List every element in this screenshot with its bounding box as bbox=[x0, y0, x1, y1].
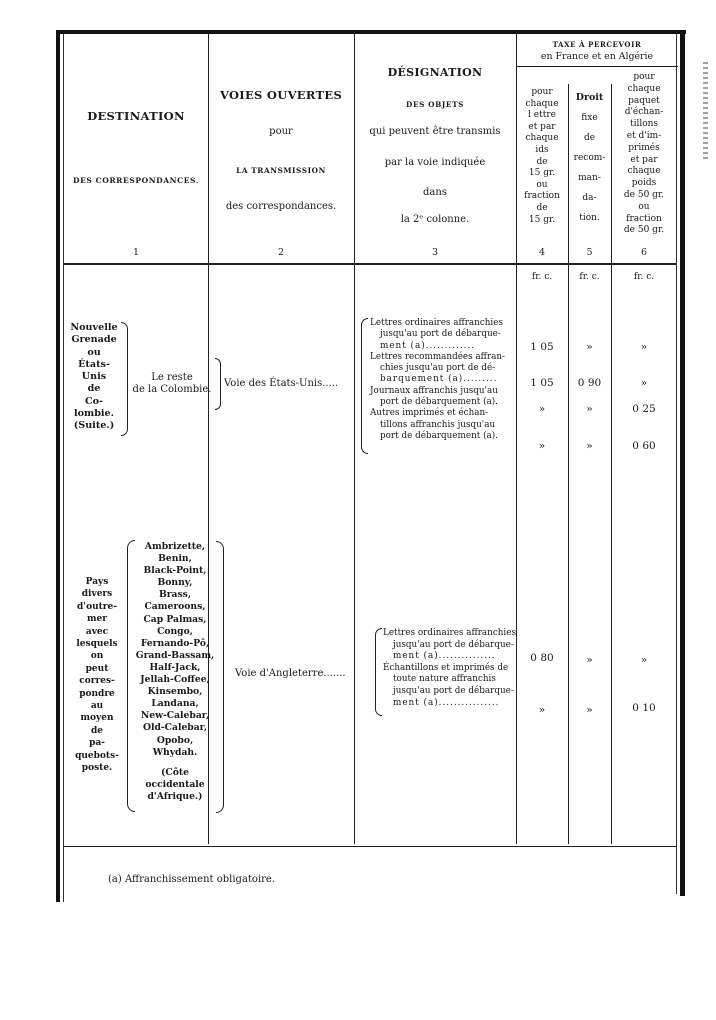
header-designation-l4: la 2ᵉ colonne. bbox=[400, 214, 470, 225]
col-number-6: 6 bbox=[640, 247, 648, 258]
section2-destinations: Ambrizette, Benin, Black-Point, Bonny, Brass, Cameroons, Cap Palmas, Congo, Fernando-Pô, Grand-Bassam, Half-Jack, Jellah-Coffee, Kinsembo, Landana, New-Calebar, Old-Calebar, Opobo, Whydah. (Côte occidentale d'Afrique.) bbox=[135, 541, 215, 802]
header-voies: VOIES OUVERTES bbox=[219, 88, 343, 102]
header-voies-sub: des correspondances. bbox=[225, 201, 337, 212]
s2-r1-c6: » bbox=[640, 654, 648, 666]
s2-r1-c4: 0 80 bbox=[530, 652, 554, 664]
col-number-5: 5 bbox=[586, 247, 593, 258]
col-number-2: 2 bbox=[277, 247, 285, 258]
unit-col5: fr. c. bbox=[579, 272, 600, 282]
s1-r4-c4: » bbox=[538, 440, 546, 452]
taxe-underline bbox=[516, 66, 678, 67]
col-number-1: 1 bbox=[132, 247, 140, 258]
s1-r2-c6: » bbox=[640, 377, 648, 389]
s2-r2-c5: » bbox=[586, 704, 593, 716]
header-voies-sc: LA TRANSMISSION bbox=[236, 166, 326, 175]
header-bottom-rule bbox=[64, 263, 677, 265]
s2-r2-c4: » bbox=[538, 704, 546, 716]
section1-objects-brace bbox=[361, 318, 368, 454]
section1-destination-brace bbox=[215, 358, 221, 410]
header-designation-sc: DES OBJETS bbox=[406, 100, 464, 109]
section2-voie: Voie d'Angleterre....... bbox=[235, 668, 346, 679]
section2-objects bbox=[383, 628, 517, 709]
header-designation-l3: dans bbox=[423, 187, 447, 198]
s1-r3-c5: » bbox=[586, 403, 593, 415]
section1-destination: Le reste de la Colombie. bbox=[132, 372, 212, 395]
section1-object-4: Autres imprimés et échan- tillons affranchis jusqu'au port de débarquement (a). bbox=[370, 408, 498, 441]
section1-objects bbox=[370, 318, 516, 442]
col-separator-2 bbox=[354, 34, 355, 844]
section2-objects-brace bbox=[375, 628, 382, 716]
section1-object-2: Lettres recommandées affran- chies jusqu'au port de dé- barquement (a)......... bbox=[370, 351, 506, 385]
table-top-rule bbox=[56, 30, 686, 34]
s1-r4-c6: 0 60 bbox=[632, 440, 656, 452]
section1-country: Nouvelle Grenade ou États- Unis de Co- lombie. (Suite.) bbox=[70, 322, 118, 432]
col-number-3: 3 bbox=[431, 247, 439, 258]
header-designation-l2: par la voie indiquée bbox=[384, 157, 486, 168]
header-taxe: TAXE À PERCEVOIR bbox=[552, 40, 642, 49]
unit-col4: fr. c. bbox=[531, 272, 553, 282]
table-right-rule bbox=[680, 30, 685, 896]
section1-voie: Voie des États-Unis..... bbox=[224, 378, 339, 389]
s2-r1-c5: » bbox=[586, 654, 593, 666]
header-col5: Droit fixe de recom- man- da- tion. bbox=[573, 92, 606, 223]
s1-r1-c4: 1 05 bbox=[530, 341, 554, 353]
s1-r4-c5: » bbox=[586, 440, 593, 452]
margin-scan-mark bbox=[703, 62, 708, 162]
section1-object-1: Lettres ordinaires affranchies jusqu'au port de débarque- ment (a)............. bbox=[370, 318, 503, 351]
header-destination-sub: DES CORRESPONDANCES. bbox=[72, 176, 199, 185]
table-left-rule bbox=[56, 30, 60, 902]
header-col6: pour chaque paquet d'échan- tillons et d'im- primés et par chaque poids de 50 gr. ou fraction de 50 gr. bbox=[623, 72, 665, 236]
s1-r2-c5: 0 90 bbox=[577, 377, 602, 389]
s2-r2-c6: 0 10 bbox=[632, 702, 656, 714]
header-designation-l1: qui peuvent être transmis bbox=[369, 126, 501, 137]
section2-destination-brace bbox=[216, 541, 224, 813]
unit-col6: fr. c. bbox=[633, 272, 655, 282]
table-left-inner-rule bbox=[63, 34, 64, 902]
footnote: (a) Affranchissement obligatoire. bbox=[108, 874, 276, 885]
header-col4: pour chaque l ettre et par chaque ids de 15 gr. ou fraction de 15 gr. bbox=[524, 87, 560, 225]
header-taxe-sub: en France et en Algérie bbox=[540, 51, 654, 62]
section2-object-1: Lettres ordinaires affranchies jusqu'au port de débarque- ment (a)............... bbox=[383, 628, 516, 662]
section1-object-3: Journaux affranchis jusqu'au port de débarquement (a). bbox=[370, 385, 498, 408]
s1-r2-c4: 1 05 bbox=[530, 377, 554, 389]
header-destination: DESTINATION bbox=[87, 109, 185, 123]
s1-r1-c6: » bbox=[640, 341, 648, 353]
s1-r3-c6: 0 25 bbox=[632, 403, 656, 415]
col-number-4: 4 bbox=[538, 247, 546, 258]
header-voies-pour: pour bbox=[269, 126, 293, 137]
section2-object-2: Échantillons et imprimés de toute nature affranchis jusqu'au port de débarque- ment (a)................ bbox=[383, 662, 514, 708]
header-designation: DÉSIGNATION bbox=[387, 66, 483, 79]
section2-country: Pays divers d'outre- mer avec lesquels on peut corres- pondre au moyen de pa- quebots- poste. bbox=[75, 577, 119, 774]
s1-r3-c4: » bbox=[538, 403, 546, 415]
s1-r1-c5: » bbox=[586, 341, 593, 353]
body-bottom-rule bbox=[64, 846, 677, 847]
